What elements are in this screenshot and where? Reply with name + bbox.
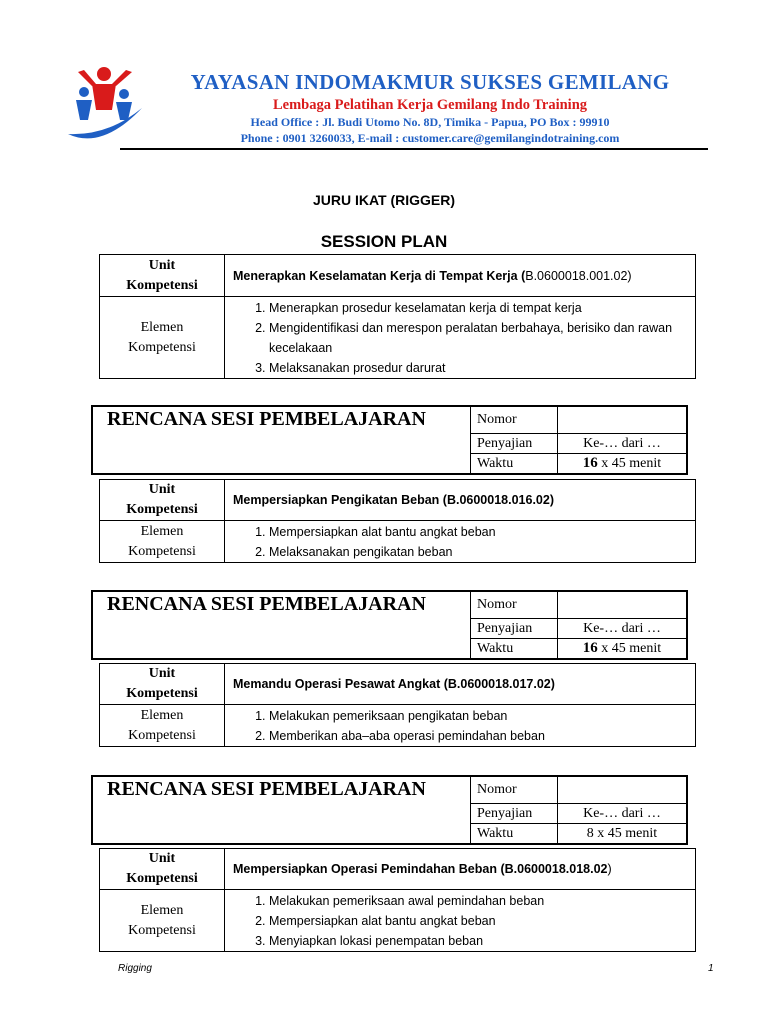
organization-logo	[62, 64, 148, 144]
list-item: 2. Memberikan aba–aba operasi pemindahan beban	[269, 726, 687, 746]
document-heading: SESSION PLAN	[320, 232, 448, 251]
rencana-sesi-table-4	[91, 775, 688, 845]
unit-title: Menerapkan Keselamatan Kerja di Tempat Kerja (B.0600018.001.02)	[225, 255, 696, 297]
organization-contact: Phone : 0901 3260033, E-mail : customer.care@gemilangindotraining.com	[240, 131, 620, 145]
list-item: 2. Mempersiapkan alat bantu angkat beban	[269, 911, 687, 931]
penyajian-value: Ke-… dari …	[558, 434, 688, 454]
rencana-title: RENCANA SESI PEMBELAJARAN	[92, 591, 471, 659]
competency-table-4	[99, 848, 696, 952]
unit-kompetensi-label: Unit Kompetensi	[100, 255, 225, 297]
list-item: 3. Melaksanakan prosedur darurat	[269, 358, 687, 378]
waktu-value: 8 x 45 menit	[558, 824, 688, 845]
rencana-sesi-table-3	[91, 590, 688, 660]
waktu-value: 16 x 45 menit	[558, 639, 688, 660]
element-list	[225, 297, 696, 379]
elemen-kompetensi-label: Elemen Kompetensi	[100, 297, 225, 379]
penyajian-value: Ke-… dari …	[558, 804, 688, 824]
unit-kompetensi-label: Unit Kompetensi	[100, 849, 225, 890]
elemen-kompetensi-label: Elemen Kompetensi	[100, 890, 225, 952]
nomor-value	[558, 406, 688, 434]
nomor-label: Nomor	[471, 776, 558, 804]
nomor-label: Nomor	[471, 591, 558, 619]
nomor-value	[558, 591, 688, 619]
list-item: 1. Menerapkan prosedur keselamatan kerja di tempat kerja	[269, 298, 687, 318]
element-list	[225, 705, 696, 747]
element-list	[225, 521, 696, 563]
element-list	[225, 890, 696, 952]
waktu-label: Waktu	[471, 824, 558, 845]
competency-table-1	[99, 254, 696, 379]
document-title: JURU IKAT (RIGGER)	[312, 192, 456, 208]
list-item: 1. Melakukan pemeriksaan awal pemindahan beban	[269, 891, 687, 911]
organization-name: YAYASAN INDOMAKMUR SUKSES GEMILANG	[190, 70, 670, 94]
unit-kompetensi-label: Unit Kompetensi	[100, 480, 225, 521]
organization-subtitle: Lembaga Pelatihan Kerja Gemilang Indo Training	[272, 97, 588, 113]
penyajian-label: Penyajian	[471, 619, 558, 639]
list-item: 1. Mempersiapkan alat bantu angkat beban	[269, 522, 687, 542]
competency-table-3	[99, 663, 696, 747]
unit-title: Mempersiapkan Operasi Pemindahan Beban (B.0600018.018.02)	[225, 849, 696, 890]
rencana-title: RENCANA SESI PEMBELAJARAN	[92, 406, 471, 474]
organization-address: Head Office : Jl. Budi Utomo No. 8D, Timika - Papua, PO Box : 99910	[250, 115, 610, 129]
unit-kompetensi-label: Unit Kompetensi	[100, 664, 225, 705]
nomor-label: Nomor	[471, 406, 558, 434]
penyajian-label: Penyajian	[471, 434, 558, 454]
nomor-value	[558, 776, 688, 804]
penyajian-label: Penyajian	[471, 804, 558, 824]
list-item: 3. Menyiapkan lokasi penempatan beban	[269, 931, 687, 951]
list-item: 2. Mengidentifikasi dan merespon peralatan berbahaya, berisiko dan rawan kecelakaan	[269, 318, 687, 358]
waktu-value: 16 x 45 menit	[558, 454, 688, 475]
rencana-title: RENCANA SESI PEMBELAJARAN	[92, 776, 471, 844]
unit-title: Memandu Operasi Pesawat Angkat (B.0600018.017.02)	[225, 664, 696, 705]
rencana-sesi-table-2	[91, 405, 688, 475]
unit-title: Mempersiapkan Pengikatan Beban (B.0600018.016.02)	[225, 480, 696, 521]
elemen-kompetensi-label: Elemen Kompetensi	[100, 521, 225, 563]
competency-table-2	[99, 479, 696, 563]
list-item: 2. Melaksanakan pengikatan beban	[269, 542, 687, 562]
elemen-kompetensi-label: Elemen Kompetensi	[100, 705, 225, 747]
waktu-label: Waktu	[471, 639, 558, 660]
header-divider	[120, 148, 708, 150]
waktu-label: Waktu	[471, 454, 558, 475]
page-number: 1	[708, 963, 714, 974]
list-item: 1. Melakukan pemeriksaan pengikatan beban	[269, 706, 687, 726]
footer-label: Rigging	[118, 963, 152, 974]
penyajian-value: Ke-… dari …	[558, 619, 688, 639]
